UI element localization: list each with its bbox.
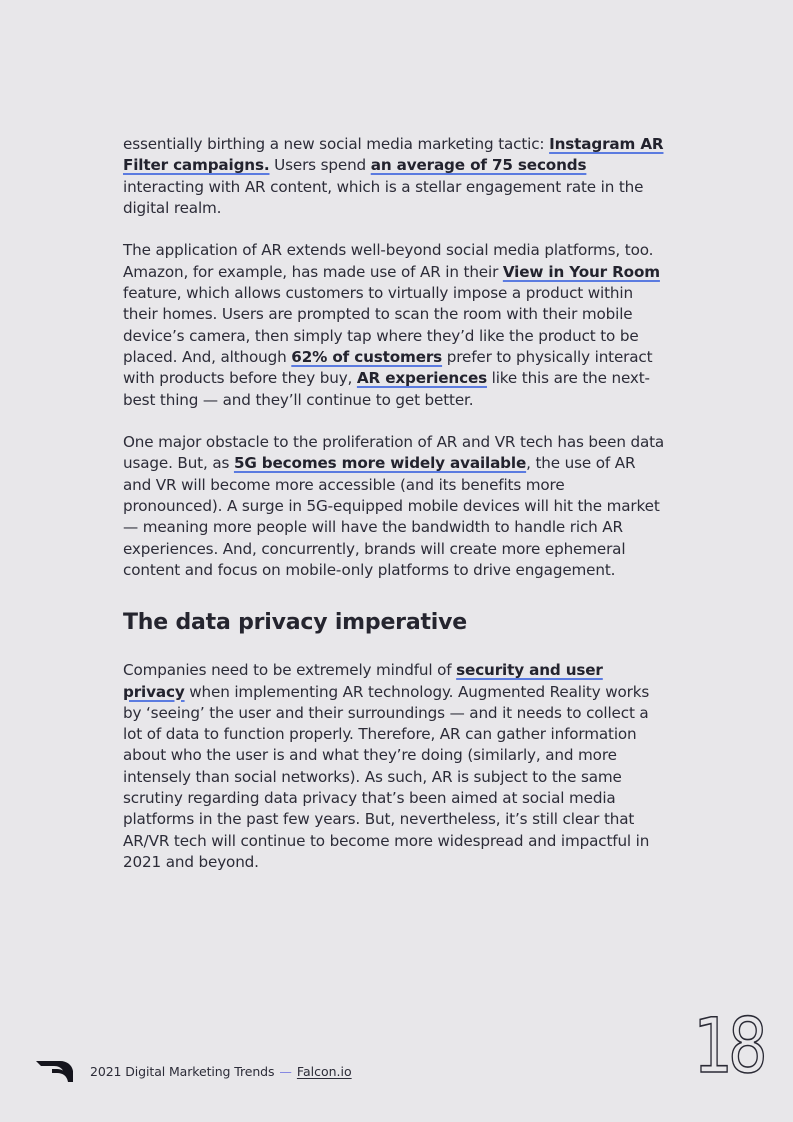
paragraph-ar-filters: essentially birthing a new social media marketing tactic: Instagram AR Filter campaigns. Users spend an average of 75 seconds interacting with AR content, which is a stellar engagement rate in the digital realm. bbox=[123, 135, 664, 217]
footer-separator: — bbox=[279, 1063, 292, 1079]
link-average-75-seconds[interactable]: an average of 75 seconds bbox=[370, 156, 587, 175]
link-ar-experiences[interactable]: AR experiences bbox=[356, 369, 487, 388]
paragraph-data-privacy: Companies need to be extremely mindful of security and user privacy when implementing AR technology. Augmented Reality works by ‘seeing’ the user and their surroundings — and it needs to collect a lot of data to function properly. Therefore, AR can gather information about who the user is and what they’re doing (similarly, and more intensely than social networks). As such, AR is subject to the same scrutiny regarding data privacy that’s been aimed at social media platforms in the past few years. But, nevertheless, it’s still clear that AR/VR tech will continue to become more widespread and impactful in 2021 and beyond. bbox=[123, 661, 650, 871]
link-security-user-privacy[interactable]: security and user privacy bbox=[123, 661, 603, 701]
link-view-in-your-room[interactable]: View in Your Room bbox=[502, 262, 660, 281]
footer-falcon-link[interactable]: Falcon.io bbox=[296, 1063, 352, 1079]
paragraph-5g: One major obstacle to the proliferation of AR and VR tech has been data usage. But, as 5G becomes more widely available, the use of AR and VR will become more accessible (and its benefits more pronounced). A surge in 5G-equipped mobile devices will hit the market — meaning more people will have the bandwidth to handle rich AR experiences. And, concurrently, brands will create more ephemeral content and focus on mobile-only platforms to drive engagement. bbox=[123, 433, 665, 579]
section-heading: The data privacy imperative bbox=[123, 610, 467, 636]
article-body bbox=[123, 134, 668, 873]
link-5g-widely-available[interactable]: 5G becomes more widely available bbox=[233, 454, 527, 473]
footer-doc-title: 2021 Digital Marketing Trends bbox=[90, 1063, 275, 1079]
falcon-logo-icon bbox=[36, 1059, 74, 1083]
page-number: 18 bbox=[693, 1001, 763, 1090]
page-footer bbox=[36, 1058, 352, 1084]
link-62-percent-customers[interactable]: 62% of customers bbox=[291, 347, 443, 366]
paragraph-amazon-ar: The application of AR extends well-beyond social media platforms, too. Amazon, for example, has made use of AR in their View in Your Room feature, which allows customers to virtually impose a product within their homes. Users are prompted to scan the room with their mobile device’s camera, then simply tap where they’d like the product to be placed. And, although 62% of customers prefer to physically interact with products before they buy, AR experiences like this are the next-best thing — and they’ll continue to get better. bbox=[123, 241, 660, 409]
link-instagram-ar-filter-campaigns[interactable]: Instagram AR Filter campaigns. bbox=[123, 135, 664, 175]
